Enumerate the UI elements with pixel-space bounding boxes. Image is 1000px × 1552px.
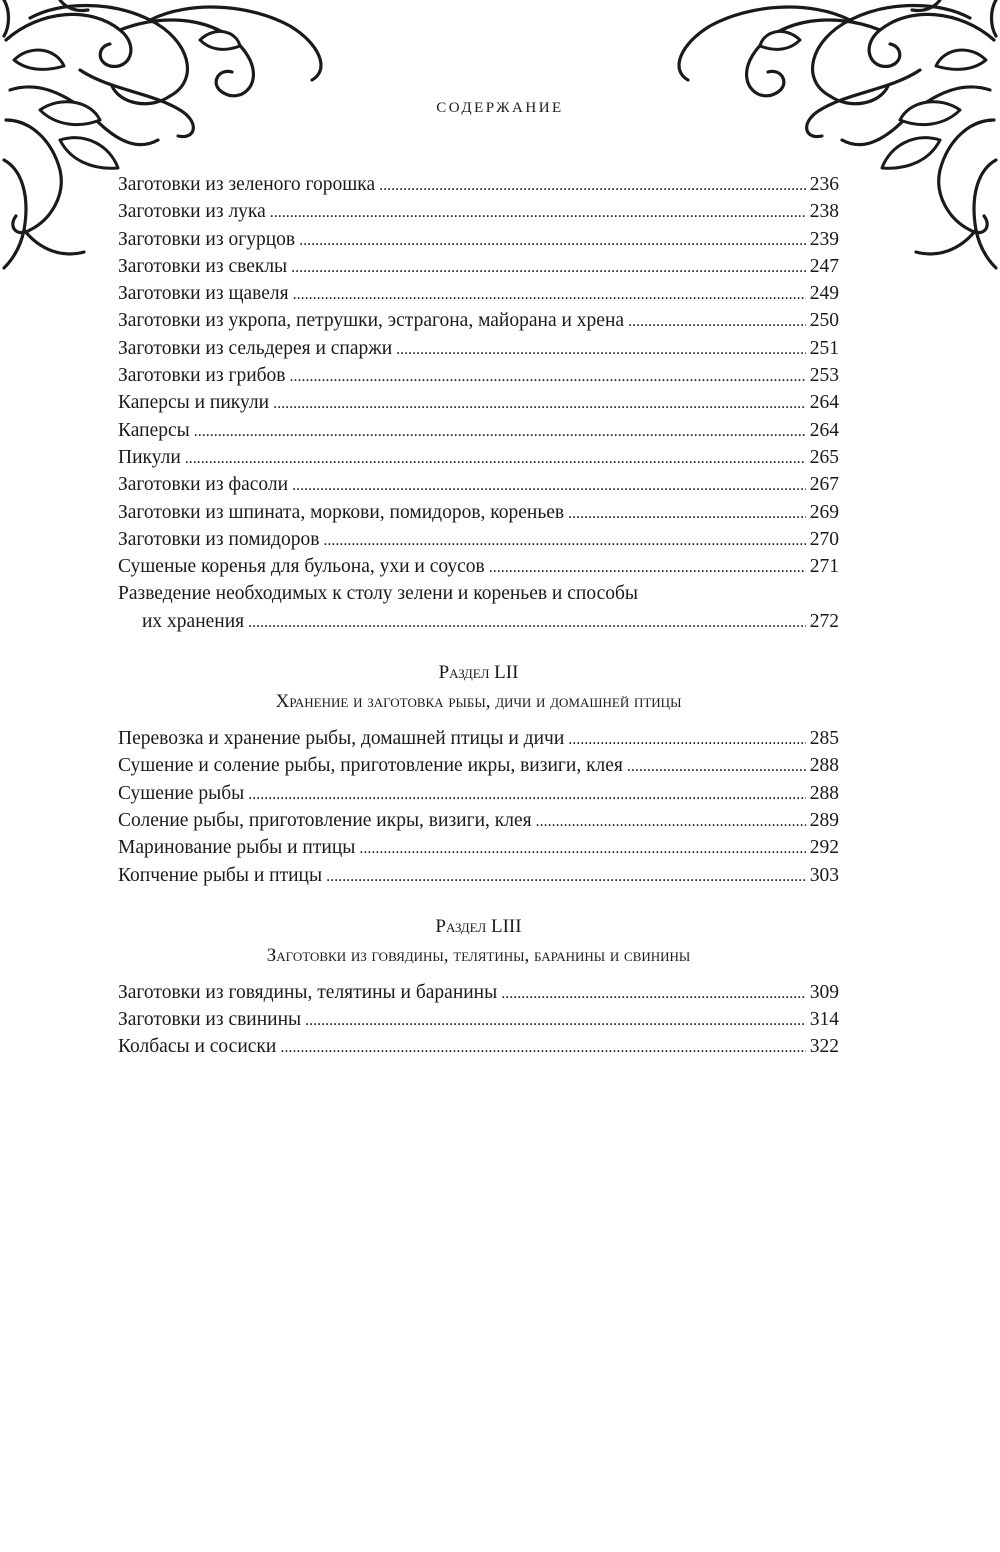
dot-leader [568,500,806,527]
toc-entry[interactable] [118,834,839,861]
section-title: Хранение и заготовка рыбы, дичи и домашней птицы [275,691,682,713]
toc-entry-page: 264 [809,419,839,441]
dot-leader [248,781,806,808]
toc-entry-page: 272 [809,610,839,632]
dot-leader [305,1007,806,1034]
dot-leader [291,254,806,281]
toc-entry-title: Заготовки из свинины [118,1009,302,1031]
toc-entry-page: 267 [809,474,839,496]
toc-entry-page: 314 [809,1009,839,1031]
toc-entry-title: Маринование рыбы и птицы [118,837,356,859]
toc-entry-page: 250 [809,310,839,332]
toc-entry-title: Заготовки из помидоров [118,528,320,550]
table-of-contents [118,171,839,1061]
toc-entry-page: 289 [809,809,839,831]
toc-entry[interactable] [118,335,839,362]
dot-leader [280,1034,805,1061]
toc-entry[interactable] [118,752,839,779]
toc-entry[interactable] [118,780,839,807]
toc-entry[interactable] [118,253,839,280]
dot-leader [326,863,806,890]
toc-entry-title: Заготовки из сельдерея и спаржи [118,337,393,359]
toc-entry[interactable] [118,198,839,225]
toc-entry-title-line1: Разведение необходимых к столу зелени и кореньев и способы [118,583,638,605]
toc-entry-page: 303 [809,864,839,886]
toc-entry[interactable] [118,725,839,752]
dot-leader [185,445,806,472]
dot-leader [293,281,806,308]
dot-leader [627,753,806,780]
toc-entry-title: Заготовки из зеленого горошка [118,174,376,195]
dot-leader [536,808,806,835]
toc-entry-page: 285 [809,728,839,750]
toc-entry[interactable] [118,417,839,444]
toc-entry[interactable] [118,362,839,389]
toc-entry-page: 247 [809,255,839,277]
toc-entry-title: Копчение рыбы и птицы [118,864,323,886]
section-liii-header [118,913,839,971]
toc-entry-page: 238 [809,201,839,223]
toc-entry-title: Заготовки из щавеля [118,283,289,305]
dot-leader [290,363,806,390]
dot-leader [299,227,806,254]
toc-entry-title: Сушение рыбы [118,782,245,804]
toc-entry-page: 236 [809,174,839,195]
toc-entry-page: 239 [809,228,839,250]
dot-leader [489,554,806,581]
toc-entry-title: Сушение и соление рыбы, приготовление икры, визиги, клея [118,755,623,777]
toc-entry[interactable] [118,444,839,471]
toc-entry-page: 270 [809,528,839,550]
toc-entry-page: 251 [809,337,839,359]
section-label: Раздел LIII [435,915,522,937]
toc-entry[interactable] [118,1006,839,1033]
toc-entry-title-line2: их хранения [142,610,245,632]
section-title: Заготовки из говядины, телятины, баранины и свинины [266,944,691,966]
dot-leader [292,472,806,499]
toc-entry-title: Заготовки из фасоли [118,474,289,496]
toc-entry[interactable] [118,499,839,526]
toc-entry-page: 249 [809,283,839,305]
toc-entry[interactable] [118,807,839,834]
toc-entry-page: 269 [809,501,839,523]
toc-entry-title: Каперсы и пикули [118,392,270,414]
toc-entry[interactable] [118,553,839,580]
toc-entry-title: Соление рыбы, приготовление икры, визиги, клея [118,809,532,831]
section-label: Раздел LII [438,662,519,684]
toc-entry-title: Заготовки из свеклы [118,255,288,277]
toc-entry-title: Заготовки из шпината, моркови, помидоров, кореньев [118,501,565,523]
toc-entry-page: 271 [809,556,839,578]
toc-entry[interactable] [118,979,839,1006]
dot-leader [501,980,806,1007]
toc-entry-title: Колбасы и сосиски [118,1036,277,1058]
toc-entry-page: 322 [809,1036,839,1058]
dot-leader [359,835,805,862]
toc-entry-page: 264 [809,392,839,414]
toc-entry-title: Сушеные коренья для бульона, ухи и соусов [118,556,485,578]
toc-entry[interactable] [118,389,839,416]
dot-leader [396,336,806,363]
toc-entry-title: Заготовки из укропа, петрушки, эстрагона, майорана и хрена [118,310,625,332]
toc-entry[interactable] [118,862,839,889]
toc-entry[interactable] [118,171,839,198]
toc-entry-title: Каперсы [118,419,190,441]
dot-leader [628,308,806,335]
toc-entry-multiline[interactable] [118,580,839,635]
section-lii-entries [118,725,839,889]
toc-entry-title: Заготовки из грибов [118,365,286,387]
toc-entry-page: 288 [809,755,839,777]
dot-leader [270,199,806,226]
dot-leader [379,172,806,199]
toc-group-1 [118,171,839,635]
toc-entry-page: 253 [809,365,839,387]
dot-leader [248,609,806,636]
toc-entry[interactable] [118,226,839,253]
toc-entry[interactable] [118,1033,839,1060]
toc-entry-page: 288 [809,782,839,804]
toc-entry-title: Пикули [118,446,181,468]
toc-entry[interactable] [118,307,839,334]
toc-entry-title: Заготовки из огурцов [118,228,296,250]
toc-entry-title: Перевозка и хранение рыбы, домашней птицы и дичи [118,728,565,750]
toc-entry-title: Заготовки из говядины, телятины и баранины [118,981,498,1003]
dot-leader [323,527,805,554]
toc-entry-continuation [118,608,839,635]
dot-leader [194,418,806,445]
toc-entry-page: 292 [809,837,839,859]
toc-entry-title: Заготовки из лука [118,201,266,223]
dot-leader [273,390,806,417]
dot-leader [568,726,805,753]
toc-entry[interactable] [118,526,839,553]
toc-entry-page: 309 [809,981,839,1003]
section-lii-header [118,659,839,717]
section-liii-entries [118,979,839,1061]
toc-entry[interactable] [118,280,839,307]
running-head: СОДЕРЖАНИЕ [436,100,564,116]
toc-entry-page: 265 [809,446,839,468]
toc-entry[interactable] [118,471,839,498]
